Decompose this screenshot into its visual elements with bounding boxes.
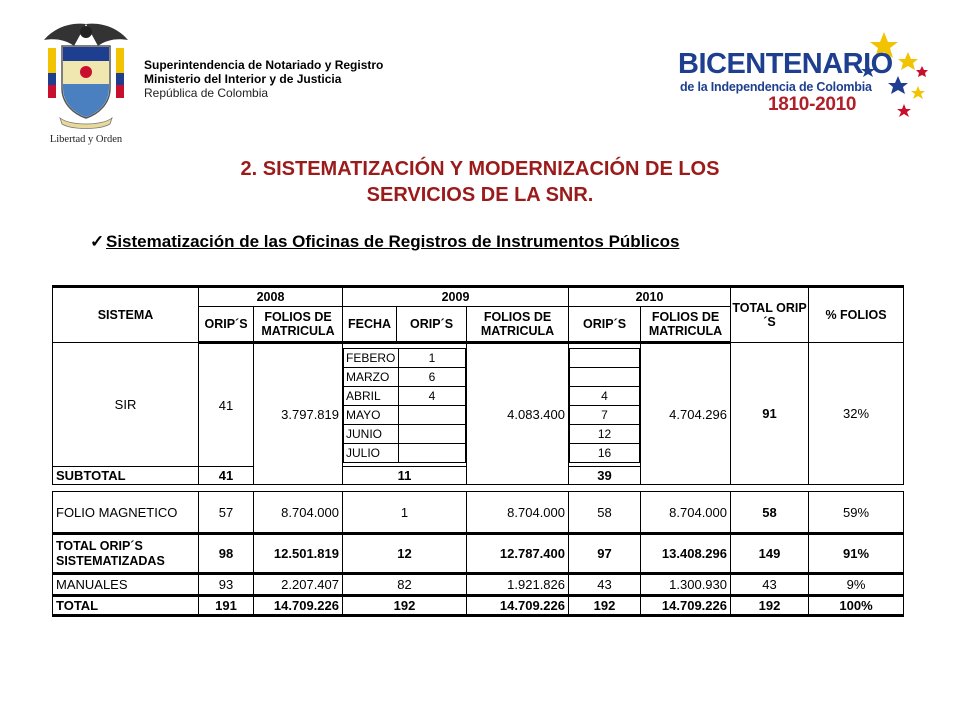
bicentenario-title: BICENTENARIO <box>678 48 893 80</box>
organization-block <box>144 58 383 100</box>
page-title: 2. SISTEMATIZACIÓN Y MODERNIZACIÓN DE LOS SERVICIOS DE LA SNR. <box>240 158 720 206</box>
header-total-orips: TOTAL ORIP´S <box>731 287 809 343</box>
bicentenario-logo <box>672 26 930 124</box>
table-row-folio-magnetico: FOLIO MAGNETICO 57 8.704.000 1 8.704.000 58 8.704.000 58 59% <box>53 492 904 534</box>
table-row-total-sistematizadas: TOTAL ORIP´S SISTEMATIZADAS 98 12.501.819 12 12.787.400 97 13.408.296 149 91% <box>53 534 904 574</box>
sir-folios-2010: 4.704.296 <box>641 343 731 485</box>
sir-orips-2008: 41 <box>199 343 254 467</box>
sir-months-2009: FEBERO 1 MARZO 6 ABRIL 4 MAYO JUNIO JULIO <box>343 348 466 463</box>
header-2010: 2010 <box>569 287 731 307</box>
header-fecha: FECHA <box>343 307 397 343</box>
header-2009: 2009 <box>343 287 569 307</box>
bicentenario-subtitle: de la Independencia de Colombia <box>680 80 872 94</box>
sir-label: SIR <box>53 343 199 467</box>
checkmark-icon: ✓ <box>90 232 105 251</box>
sir-months-2010: 4 7 12 16 <box>569 348 640 463</box>
table-row-manuales: MANUALES 93 2.207.407 82 1.921.826 43 1.300.930 43 9% <box>53 574 904 596</box>
org-name: Superintendencia de Notariado y Registro <box>144 58 384 72</box>
sir-pct: 32% <box>809 343 904 485</box>
header-folios-2008: FOLIOS DE MATRICULA <box>254 307 343 343</box>
section-subtitle: ✓ Sistematización de las Oficinas de Registros de Instrumentos Públicos <box>90 232 680 251</box>
header-pct-folios: % FOLIOS <box>809 287 904 343</box>
header-orips-2010: ORIP´S <box>569 307 641 343</box>
table-row-subtotal: SUBTOTAL 41 11 39 <box>53 467 904 485</box>
country-name: República de Colombia <box>144 86 269 100</box>
header-orips-2009: ORIP´S <box>397 307 467 343</box>
orips-table <box>52 285 904 617</box>
svg-text:Libertad y Orden: Libertad y Orden <box>49 134 123 145</box>
ministry-name: Ministerio del Interior y de Justicia <box>144 72 342 86</box>
header-folios-2010: FOLIOS DE MATRICULA <box>641 307 731 343</box>
coat-of-arms-logo <box>40 18 132 148</box>
sir-folios-2009: 4.083.400 <box>467 343 569 485</box>
header-orips-2008: ORIP´S <box>199 307 254 343</box>
table-row-sir <box>53 343 904 467</box>
table-row-total: TOTAL 191 14.709.226 192 14.709.226 192 14.709.226 192 100% <box>53 596 904 616</box>
bicentenario-years: 1810-2010 <box>768 94 857 115</box>
sir-total: 91 <box>731 343 809 485</box>
header-sistema: SISTEMA <box>53 287 199 343</box>
header-2008: 2008 <box>199 287 343 307</box>
header-folios-2009: FOLIOS DE MATRICULA <box>467 307 569 343</box>
sir-folios-2008: 3.797.819 <box>254 343 343 485</box>
